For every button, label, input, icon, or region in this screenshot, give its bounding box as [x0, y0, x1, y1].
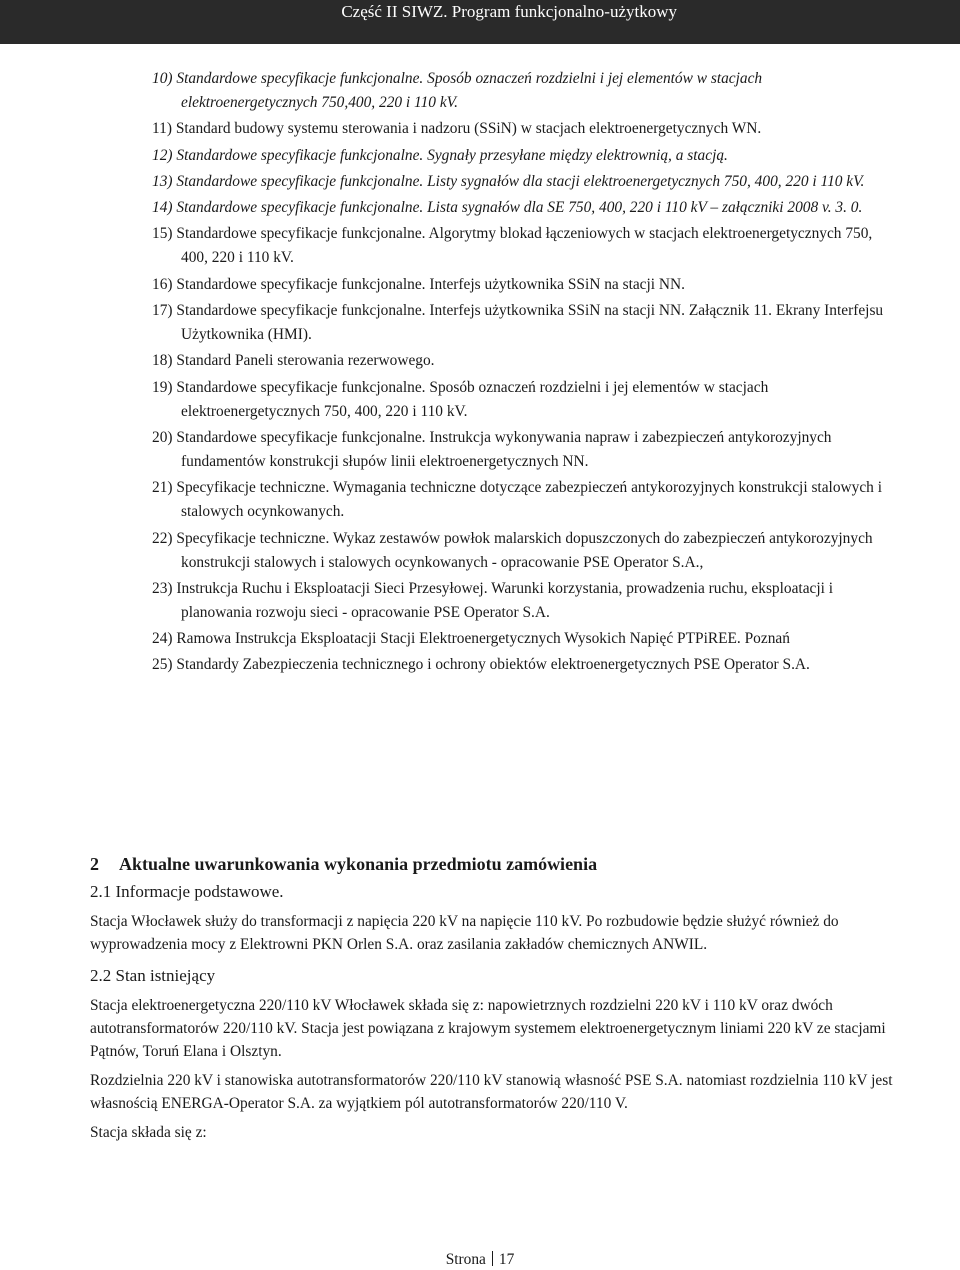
item-number: 20)	[152, 428, 173, 446]
list-item	[152, 527, 892, 575]
subsection-heading-2-2: 2.2 Stan istniejący	[90, 966, 216, 985]
item-text: Standardy Zabezpieczenia technicznego i ochrony obiektów elektroenergetycznych PSE Operator S.A.	[176, 656, 810, 674]
list-item	[152, 653, 892, 677]
item-text: Standardowe specyfikacje funkcjonalne. Instrukcja wykonywania napraw i zabezpieczeń antykorozyjnych fundamentów konstrukcji słupów linii elektroenergetycznych NN.	[176, 428, 832, 470]
section-2	[90, 852, 908, 1150]
section-heading	[90, 852, 908, 876]
paragraph: Stacja elektroenergetyczna 220/110 kV Włocławek składa się z: napowietrznych rozdzielni 220 kV i 110 kV oraz dwóch autotransformatorów 220/110 kV. Stacja jest powiązana z krajowym systemem elektroenergetycznym liniami 220 kV ze stacjami Pątnów, Toruń Elana i Olsztyn.	[90, 997, 886, 1060]
item-number: 10)	[152, 70, 173, 87]
item-number: 15)	[152, 225, 173, 243]
list-item	[152, 299, 892, 347]
item-text: Standardowe specyfikacje funkcjonalne. Sygnały przesyłane między elektrownią, a stacją.	[176, 146, 728, 164]
item-number: 11)	[152, 120, 172, 138]
item-number: 22)	[152, 529, 173, 547]
header-title: Część II SIWZ. Program funkcjonalno-użytkowy	[341, 2, 677, 21]
list-item	[152, 273, 892, 297]
list-item	[152, 476, 892, 524]
item-text: Specyfikacje techniczne. Wykaz zestawów powłok malarskich dopuszczonych do zabezpieczeń antykorozyjnych konstrukcji stalowych i stalowych ocynkowanych - opracowanie PSE Operator S.A.,	[176, 529, 873, 571]
list-item	[152, 426, 892, 474]
list-item	[152, 627, 892, 651]
item-text: Standardowe specyfikacje funkcjonalne. Sposób oznaczeń rozdzielni i jej elementów w stacjach elektroenergetycznych 750,400, 220 i 110 kV.	[176, 70, 763, 111]
page-footer	[0, 1250, 960, 1270]
item-number: 13)	[152, 172, 173, 190]
item-number: 25)	[152, 656, 173, 674]
list-item	[152, 376, 892, 424]
item-text: Standardowe specyfikacje funkcjonalne. Interfejs użytkownika SSiN na stacji NN.	[176, 275, 685, 293]
list-item	[152, 67, 892, 115]
list-item	[152, 117, 892, 141]
item-text: Specyfikacje techniczne. Wymagania techniczne dotyczące zabezpieczeń antykorozyjnych konstrukcji stalowych i stalowych ocynkowanych.	[176, 479, 882, 521]
item-number: 17)	[152, 302, 173, 320]
paragraph: Stacja składa się z:	[90, 1124, 207, 1141]
page-number: 17	[498, 1251, 515, 1268]
item-number: 16)	[152, 275, 173, 293]
item-text: Standardowe specyfikacje funkcjonalne. Interfejs użytkownika SSiN na stacji NN. Załącznik 11. Ekrany Interfejsu Użytkownika (HMI).	[176, 302, 884, 344]
item-text: Standardowe specyfikacje funkcjonalne. Listy sygnałów dla stacji elektroenergetycznych 750, 400, 220 i 110 kV.	[176, 172, 865, 190]
page-header	[0, 0, 960, 44]
item-text: Ramowa Instrukcja Eksploatacji Stacji Elektroenergetycznych Wysokich Napięć PTPiREE. Poznań	[176, 630, 790, 648]
item-text: Standard Paneli sterowania rezerwowego.	[176, 352, 435, 370]
footer-separator	[492, 1251, 493, 1266]
section-title: Aktualne uwarunkowania wykonania przedmiotu zamówienia	[119, 854, 598, 874]
item-text: Standard budowy systemu sterowania i nadzoru (SSiN) w stacjach elektroenergetycznych WN.	[175, 120, 762, 138]
subsection-heading-2-1: 2.1 Informacje podstawowe.	[90, 882, 284, 901]
item-number: 21)	[152, 479, 173, 497]
paragraph: Stacja Włocławek służy do transformacji z napięcia 220 kV na napięcie 110 kV. Po rozbudowie będzie służyć również do wyprowadzenia mocy z Elektrowni PKN Orlen S.A. oraz zasilania zakładów chemicznych ANWIL.	[90, 913, 839, 953]
reference-list	[152, 67, 892, 680]
list-item	[152, 349, 892, 373]
item-number: 18)	[152, 352, 173, 370]
item-number: 19)	[152, 378, 173, 396]
item-number: 14)	[152, 199, 173, 217]
item-text: Standardowe specyfikacje funkcjonalne. Lista sygnałów dla SE 750, 400, 220 i 110 kV – załączniki 2008 v. 3. 0.	[176, 199, 863, 217]
item-number: 23)	[152, 579, 173, 597]
list-item	[152, 222, 892, 270]
page-label: Strona	[445, 1251, 486, 1268]
item-text: Instrukcja Ruchu i Eksploatacji Sieci Przesyłowej. Warunki korzystania, prowadzenia ruchu, eksploatacji i planowania rozwoju sieci - opracowanie PSE Operator S.A.	[176, 579, 834, 621]
paragraph: Rozdzielnia 220 kV i stanowiska autotransformatorów 220/110 kV stanowią własność PSE S.A. natomiast rozdzielnia 110 kV jest własnością ENERGA-Operator S.A. za wyjątkiem pól autotransformatorów 220/110 V.	[90, 1072, 893, 1112]
list-item	[152, 577, 892, 625]
item-number: 12)	[152, 146, 173, 164]
item-text: Standardowe specyfikacje funkcjonalne. Sposób oznaczeń rozdzielni i jej elementów w stacjach elektroenergetycznych 750, 400, 220 i 110 kV.	[176, 378, 769, 420]
list-item	[152, 144, 892, 168]
list-item	[152, 196, 892, 220]
list-item	[152, 170, 892, 194]
item-number: 24)	[152, 630, 173, 648]
item-text: Standardowe specyfikacje funkcjonalne. Algorytmy blokad łączeniowych w stacjach elektroenergetycznych 750, 400, 220 i 110 kV.	[176, 225, 873, 267]
section-number: 2	[90, 854, 99, 874]
